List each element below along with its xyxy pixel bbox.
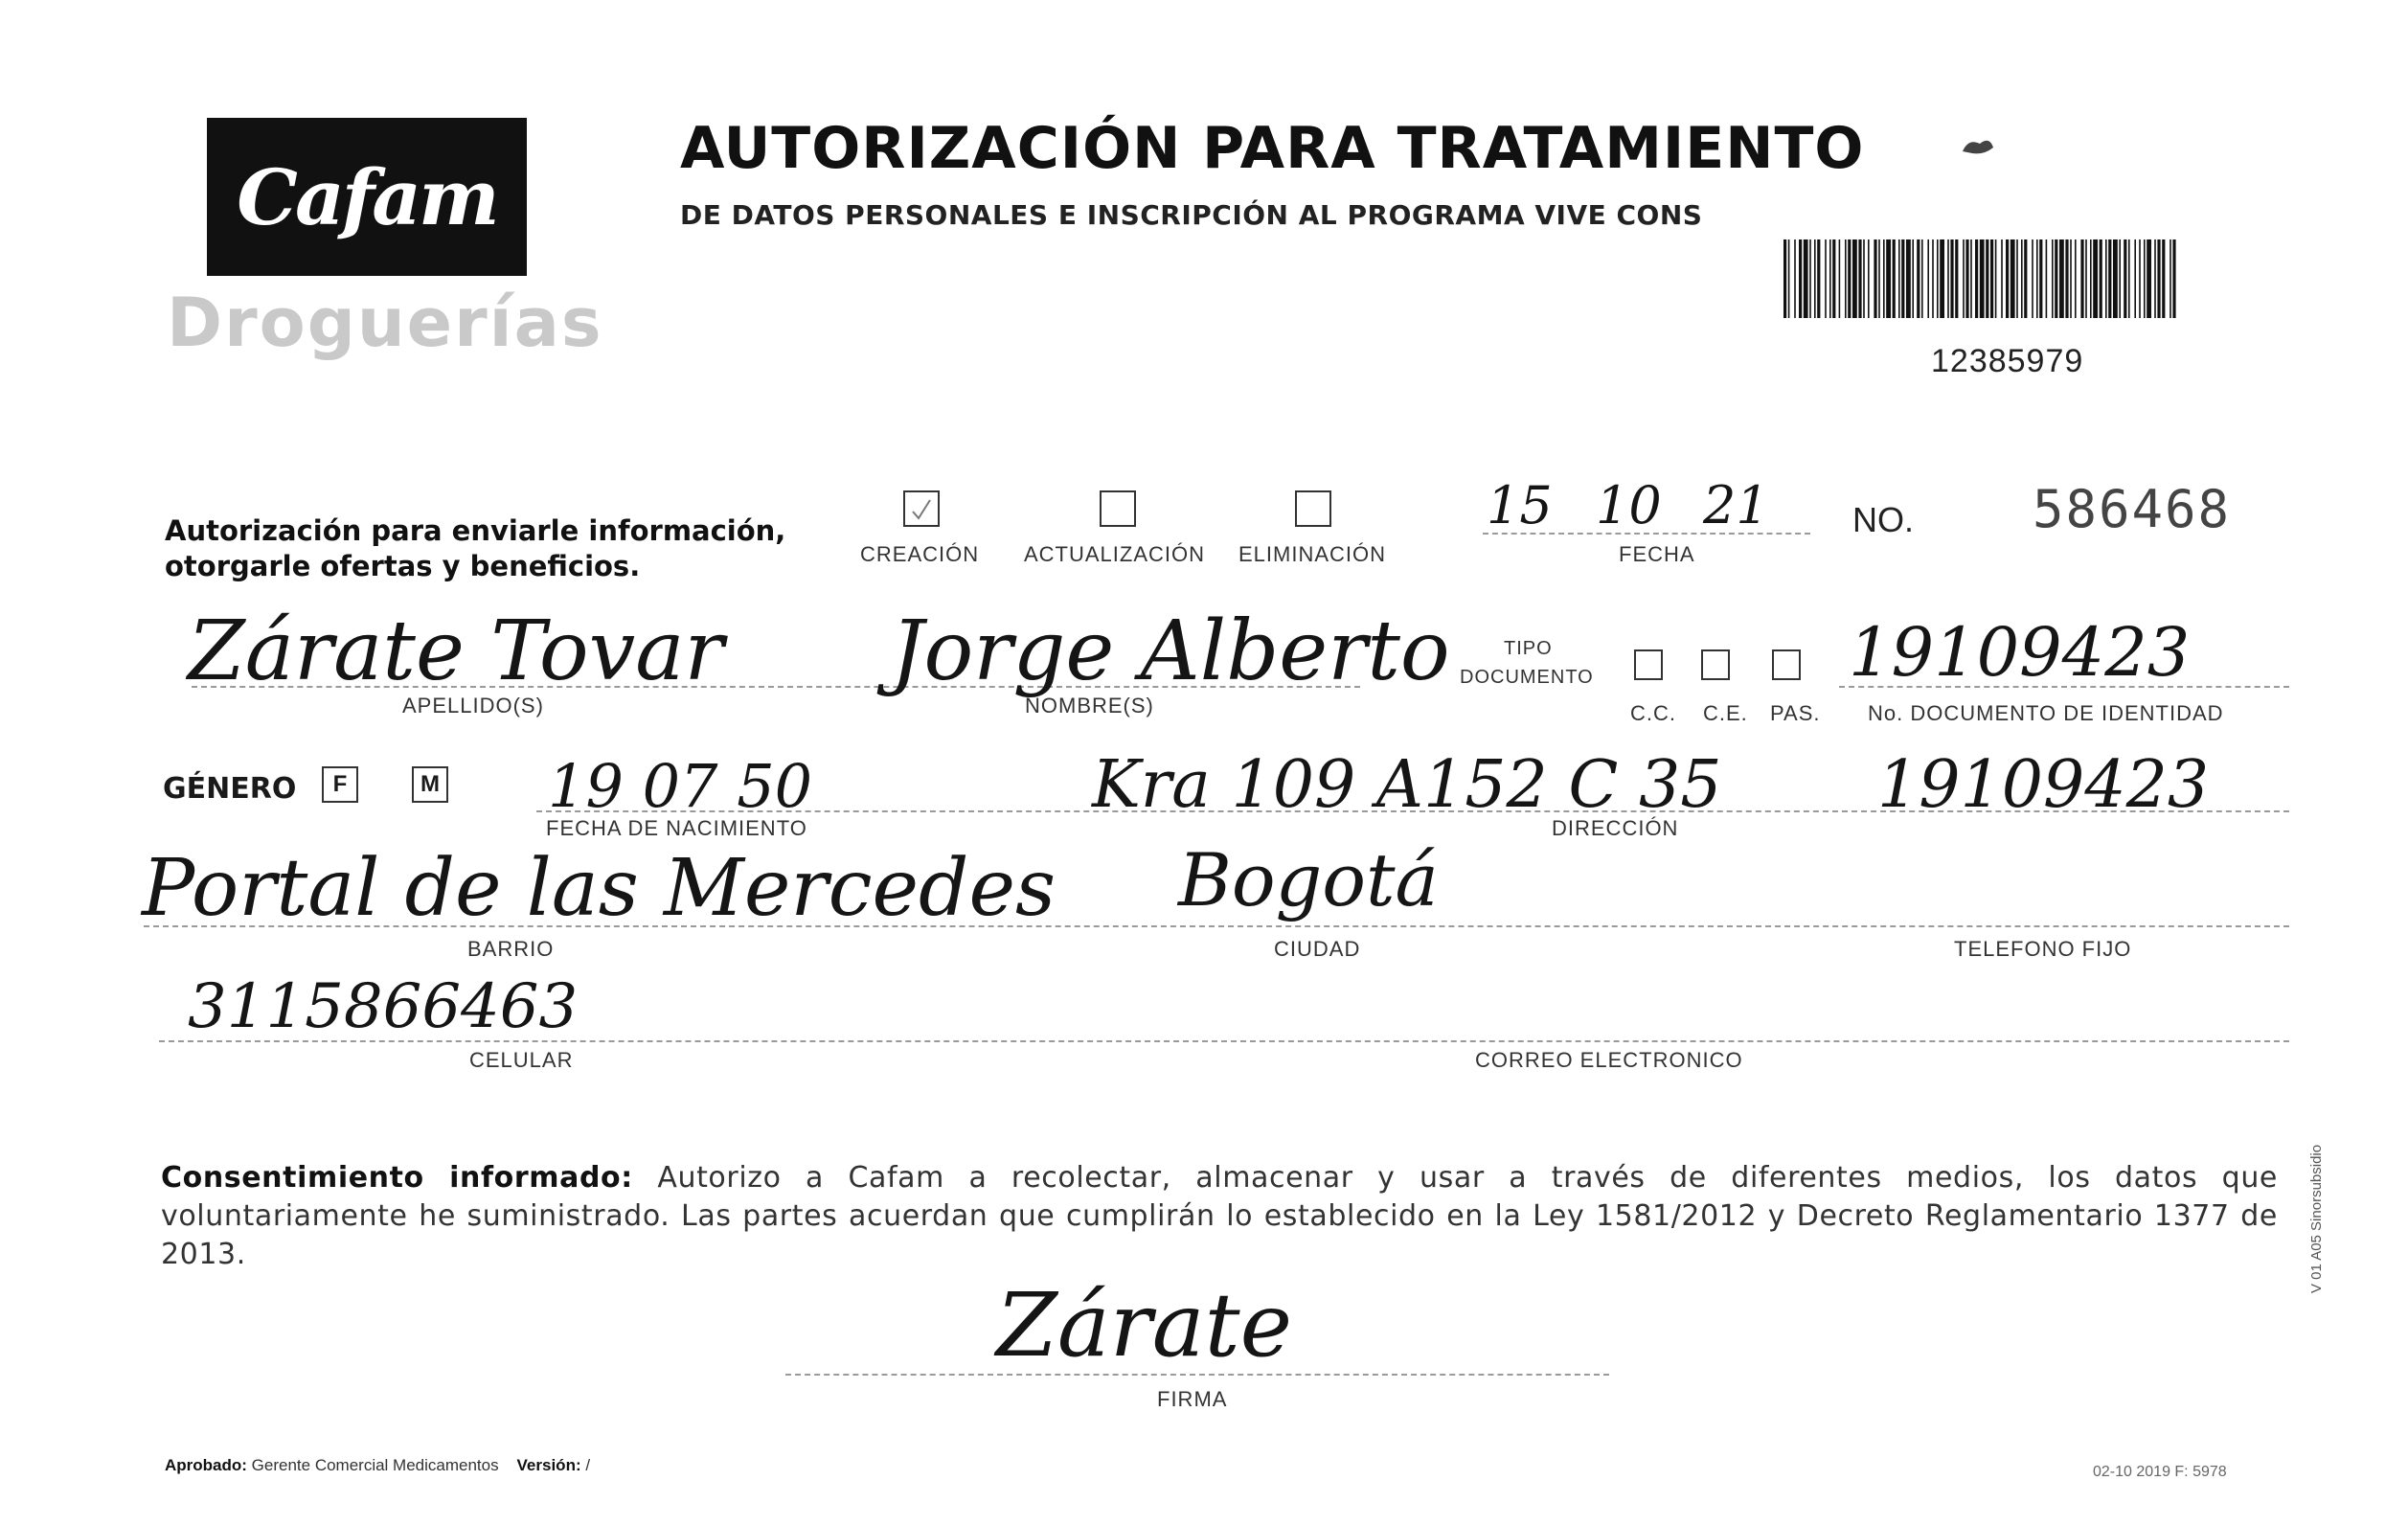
correo-label: CORREO ELECTRONICO <box>1475 1048 1743 1072</box>
barcode-bar <box>2052 239 2054 318</box>
documento-value[interactable]: 19109423 <box>1849 613 2191 692</box>
barcode-bar <box>2169 239 2171 318</box>
consent-heading: Consentimiento informado: <box>161 1161 633 1195</box>
barcode-bar <box>1809 239 1811 318</box>
barcode-bar <box>1980 239 1985 318</box>
nombres-label: NOMBRE(S) <box>1025 694 1154 717</box>
cc-checkbox[interactable] <box>1634 649 1663 680</box>
actualizacion-label: ACTUALIZACIÓN <box>1024 542 1206 566</box>
barcode-bar <box>2070 239 2072 318</box>
barcode-bar <box>2016 239 2018 318</box>
barcode-bar <box>1788 239 1790 318</box>
footer-code: 02-10 2019 F: 5978 <box>2093 1464 2227 1480</box>
ce-label: C.E. <box>1703 701 1748 725</box>
barcode-bar <box>1832 239 1835 318</box>
no-label: NO. <box>1852 500 1915 539</box>
barcode-bar <box>1955 239 1958 318</box>
barcode-bar <box>1868 239 1870 318</box>
barcode-bar <box>1950 239 1953 318</box>
barrio-value[interactable]: Portal de las Mercedes <box>142 843 1056 934</box>
barcode-bar <box>2128 239 2130 318</box>
barcode-bar <box>1912 239 1914 318</box>
barcode-bar <box>2010 239 2015 318</box>
barcode-bar <box>1874 239 1876 318</box>
documento-line <box>1839 686 2289 688</box>
barcode-bar <box>2075 239 2077 318</box>
telefono-label: TELEFONO FIJO <box>1954 937 2132 961</box>
barcode-bar <box>1848 239 1851 318</box>
barcode-bar <box>2024 239 2027 318</box>
barcode-bar <box>2162 239 2165 318</box>
barcode-bar <box>1940 239 1944 318</box>
barcode-bar <box>2080 239 2083 318</box>
celular-value[interactable]: 3115866463 <box>188 971 579 1042</box>
celular-label: CELULAR <box>469 1048 574 1072</box>
barcode-bar <box>2001 239 2003 318</box>
version-label: Versión: <box>516 1456 581 1474</box>
fecha-line <box>1483 533 1810 535</box>
barcode-bar <box>2134 239 2136 318</box>
barcode-bar <box>1783 239 1786 318</box>
eliminacion-label: ELIMINACIÓN <box>1238 542 1387 566</box>
version-value: / <box>585 1456 591 1474</box>
barcode-bar <box>2154 239 2156 318</box>
nombres-value[interactable]: Jorge Alberto <box>891 604 1450 699</box>
ciudad-value[interactable]: Bogotá <box>1178 837 1439 922</box>
barcode-bar <box>1986 239 1988 318</box>
cafam-logo <box>207 118 527 276</box>
celular-line <box>159 1040 2289 1042</box>
barcode-bar <box>2105 239 2107 318</box>
barcode-bar <box>2124 239 2126 318</box>
barcode-bar <box>1965 239 1968 318</box>
tipo-label-1: TIPO <box>1504 638 1553 659</box>
barcode-bar <box>2147 239 2151 318</box>
barcode-bar <box>2039 239 2042 318</box>
barcode-bar <box>1917 239 1920 318</box>
barcode-bar <box>1937 239 1939 318</box>
barcode-bar <box>2055 239 2057 318</box>
barcode-bar <box>1963 239 1965 318</box>
barcode-bar <box>2085 239 2087 318</box>
barcode-bar <box>2144 239 2146 318</box>
aprobado-value: Gerente Comercial Medicamentos <box>251 1456 499 1474</box>
barcode-bar <box>1927 239 1929 318</box>
barcode-bar <box>1921 239 1923 318</box>
barcode-bar <box>2093 239 2098 318</box>
genero-label: GÉNERO <box>163 772 297 806</box>
barcode-bar <box>2119 239 2121 318</box>
footer-approval <box>165 1456 590 1475</box>
direccion-extra-value[interactable]: 19109423 <box>1877 747 2210 823</box>
barcode-bar <box>1975 239 1978 318</box>
ce-checkbox[interactable] <box>1701 649 1730 680</box>
barcode-bar <box>1906 239 1911 318</box>
barcode-bar <box>1852 239 1857 318</box>
barcode-bar <box>2032 239 2033 318</box>
creacion-checkbox[interactable] <box>903 490 940 527</box>
barcode <box>1783 239 2176 318</box>
barcode-bar <box>2059 239 2064 318</box>
authorization-line-1: Autorización para enviarle información, <box>165 514 786 547</box>
ink-smudge <box>1959 134 1997 158</box>
tipo-label-2: DOCUMENTO <box>1460 667 1594 688</box>
barcode-bar <box>2036 239 2038 318</box>
barcode-bar <box>2139 239 2141 318</box>
creacion-label: CREACIÓN <box>860 542 980 566</box>
barcode-bar <box>2113 239 2118 318</box>
barcode-bar <box>1893 239 1896 318</box>
signature-value[interactable]: Zárate <box>996 1274 1293 1377</box>
form-number: 586468 <box>2033 479 2232 539</box>
barcode-bar <box>1970 239 1972 318</box>
fecha-day[interactable]: 15 <box>1487 475 1553 535</box>
signature-line <box>785 1374 1609 1376</box>
barcode-bar <box>2046 239 2048 318</box>
pas-checkbox[interactable] <box>1772 649 1801 680</box>
barcode-number: 12385979 <box>1931 343 2084 379</box>
form-title: AUTORIZACIÓN PARA TRATAMIENTO <box>680 115 1865 182</box>
cc-label: C.C. <box>1630 701 1676 725</box>
actualizacion-checkbox[interactable] <box>1100 490 1136 527</box>
fecha-nacimiento-label: FECHA DE NACIMIENTO <box>546 816 807 840</box>
barcode-bar <box>1901 239 1904 318</box>
documento-label: No. DOCUMENTO DE IDENTIDAD <box>1868 701 2224 725</box>
genero-m-label: M <box>420 771 440 797</box>
ciudad-label: CIUDAD <box>1274 937 1361 961</box>
fecha-month[interactable]: 10 <box>1596 475 1662 535</box>
barcode-bar <box>1947 239 1949 318</box>
barcode-bar <box>2157 239 2160 318</box>
side-vertical-text: V 01 A05 Sinorsubsidio <box>2308 1144 2325 1293</box>
barcode-bar <box>2006 239 2009 318</box>
barcode-bar <box>2172 239 2175 318</box>
logo-subtitle: Droguerías <box>167 284 603 362</box>
barrio-label: BARRIO <box>467 937 555 961</box>
consent-body: Autorizo a Cafam a recolectar, almacenar y usar a través de diferentes medios, los datos que voluntariamente he suministrado. Las partes acuerdan que cumplirán lo establecido en la Ley 1581/2012 y Decreto Reglamentario 1377 de 2013. <box>161 1161 2278 1271</box>
signature-label: FIRMA <box>1157 1387 1228 1411</box>
pas-label: PAS. <box>1770 701 1821 725</box>
direccion-label: DIRECCIÓN <box>1552 816 1679 840</box>
direccion-value[interactable]: Kra 109 A152 C 35 <box>1092 747 1722 823</box>
barcode-bar <box>1932 239 1934 318</box>
barcode-bar <box>1858 239 1861 318</box>
check-icon <box>905 492 938 525</box>
barcode-bar <box>1995 239 1997 318</box>
fecha-year[interactable]: 21 <box>1703 475 1769 535</box>
barcode-bar <box>1794 239 1796 318</box>
barcode-bar <box>2090 239 2092 318</box>
barcode-bar <box>1804 239 1808 318</box>
barcode-bar <box>1886 239 1891 318</box>
barcode-bar <box>1898 239 1900 318</box>
barrio-line <box>144 925 2289 927</box>
aprobado-label: Aprobado: <box>165 1456 247 1474</box>
logo-brand-text: Cafam <box>237 151 497 242</box>
barcode-bar <box>1883 239 1885 318</box>
genero-f-checkbox[interactable] <box>322 766 358 803</box>
barcode-bar <box>1839 239 1841 318</box>
barcode-bar <box>1814 239 1816 318</box>
eliminacion-checkbox[interactable] <box>1295 490 1331 527</box>
authorization-line-2: otorgarle ofertas y beneficios. <box>165 550 641 582</box>
apellidos-label: APELLIDO(S) <box>402 694 544 717</box>
apellidos-value[interactable]: Zárate Tovar <box>188 604 724 699</box>
barcode-bar <box>1990 239 1993 318</box>
form-subtitle: DE DATOS PERSONALES E INSCRIPCIÓN AL PROGRAMA VIVE CONS <box>680 199 1703 231</box>
barcode-bar <box>1799 239 1802 318</box>
fecha-nacimiento-value[interactable]: 19 07 50 <box>548 751 813 821</box>
barcode-bar <box>1878 239 1880 318</box>
barcode-bar <box>2021 239 2023 318</box>
consent-paragraph <box>161 1159 2278 1274</box>
fecha-label: FECHA <box>1619 542 1695 566</box>
genero-f-label: F <box>332 771 348 797</box>
genero-m-checkbox[interactable] <box>412 766 448 803</box>
barcode-bar <box>2065 239 2068 318</box>
barcode-bar <box>1825 239 1827 318</box>
barcode-bar <box>1817 239 1820 318</box>
barcode-bar <box>1829 239 1831 318</box>
barcode-bar <box>1863 239 1865 318</box>
barcode-bar <box>1845 239 1847 318</box>
authorization-text <box>165 513 854 584</box>
barcode-bar <box>2100 239 2102 318</box>
barcode-bar <box>2108 239 2111 318</box>
